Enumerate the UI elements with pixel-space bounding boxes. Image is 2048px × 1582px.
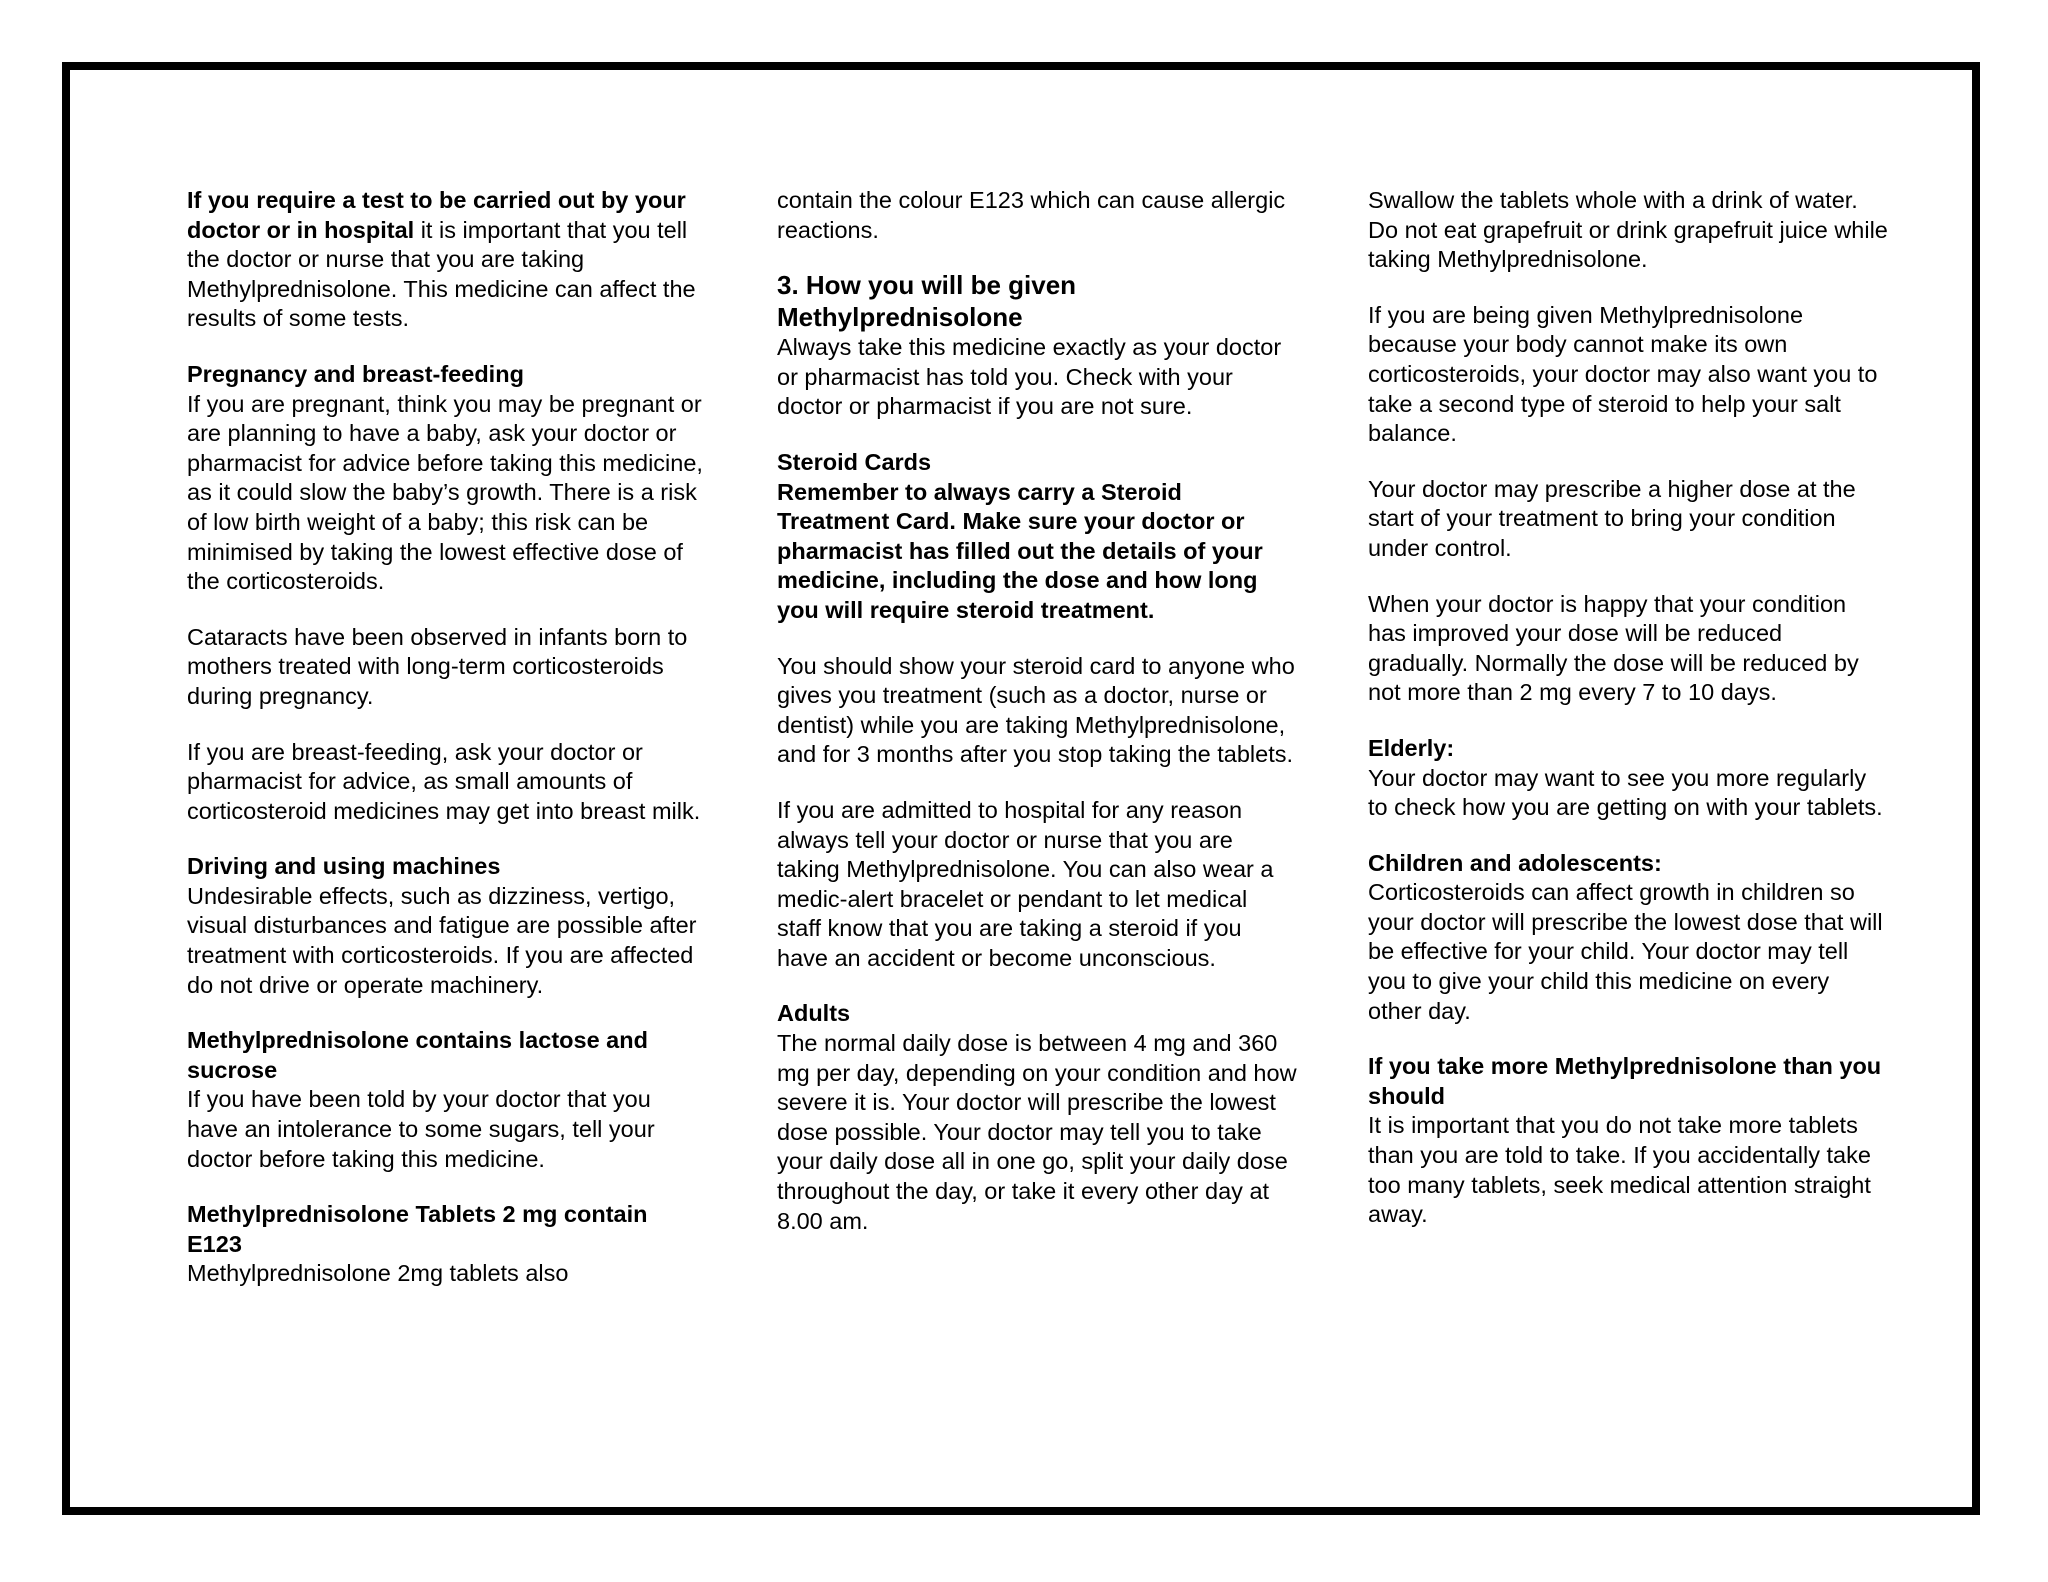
swallow-text: Swallow the tablets whole with a drink of water. bbox=[1368, 187, 1858, 213]
pregnancy-section bbox=[187, 360, 707, 597]
test-text: it is important that you tell the doctor or nurse that you are taking Methylprednisolone. This medicine can affect the results of some tests. bbox=[187, 216, 696, 332]
overdose-section bbox=[1368, 1052, 1888, 1230]
children-heading: Children and adolescents: bbox=[1368, 849, 1662, 876]
children-text: Corticosteroids can affect growth in children so your doctor will prescribe the lowest dose that will be effective for your child. Your doctor may tell you to give your child this medicine on every other day. bbox=[1368, 879, 1883, 1024]
driving-text: Undesirable effects, such as dizziness, vertigo, visual disturbances and fatigue are possible after treatment with corticosteroids. If you are affected do not drive or operate machinery. bbox=[187, 882, 697, 998]
e123-continued: contain the colour E123 which can cause allergic reactions. bbox=[777, 187, 1286, 243]
pregnancy-heading: Pregnancy and breast-feeding bbox=[187, 360, 524, 387]
e123-section bbox=[187, 1200, 707, 1289]
test-bold-intro: If you require a test to be carried out by your doctor or in hospital bbox=[187, 187, 686, 243]
steroid-bold-text: Remember to always carry a Steroid Treatment Card. Make sure your doctor or pharmacist has filled out the details of your medicine, including the dose and how long you will require steroid treatment. bbox=[777, 478, 1263, 623]
adults-section bbox=[777, 999, 1297, 1236]
column-2 bbox=[777, 186, 1297, 1262]
grapefruit-text: Do not eat grapefruit or drink grapefruit juice while taking Methylprednisolone. bbox=[1368, 216, 1888, 273]
e123-text: Methylprednisolone 2mg tablets also bbox=[187, 1260, 569, 1287]
overdose-heading: If you take more Methylprednisolone than you should bbox=[1368, 1053, 1882, 1109]
section-text: Always take this medicine exactly as your doctor or pharmacist has told you. Check with your doctor or pharmacist if you are not sure. bbox=[777, 334, 1282, 420]
column-1 bbox=[187, 186, 707, 1315]
adults-text: The normal daily dose is between 4 mg and 360 mg per day, depending on your condition and how severe it is. Your doctor will prescribe the lowest dose possible. Your doctor may tell you to take your daily dose all in one go, split your daily dose throughout the day, or take it every other day at 8.00 am. bbox=[777, 1030, 1297, 1234]
lactose-heading: Methylprednisolone contains lactose and sucrose bbox=[187, 1027, 648, 1083]
breastfeeding-paragraph: If you are breast-feeding, ask your doctor or pharmacist for advice, as small amounts of corticosteroid medicines may get into breast milk. bbox=[187, 738, 701, 824]
elderly-heading: Elderly: bbox=[1368, 734, 1455, 761]
elderly-section bbox=[1368, 734, 1888, 823]
driving-section bbox=[187, 852, 707, 1000]
steroid-heading: Steroid Cards bbox=[777, 448, 932, 475]
overdose-text: It is important that you do not take more tablets than you are told to take. If you accidentally take too many tablets, seek medical attention straight away. bbox=[1368, 1112, 1871, 1228]
cataracts-paragraph: Cataracts have been observed in infants born to mothers treated with long-term corticosteroids during pregnancy. bbox=[187, 623, 688, 709]
swallow-paragraph bbox=[1368, 186, 1888, 275]
column-3 bbox=[1368, 186, 1888, 1256]
section-heading: 3. How you will be given Methylprednisolone bbox=[777, 270, 1077, 333]
elderly-text: Your doctor may want to see you more regularly to check how you are getting on with your tablets. bbox=[1368, 764, 1883, 821]
e123-heading: Methylprednisolone Tablets 2 mg contain E123 bbox=[187, 1201, 648, 1257]
section-3 bbox=[777, 269, 1297, 422]
driving-heading: Driving and using machines bbox=[187, 853, 501, 880]
lactose-text: If you have been told by your doctor that you have an intolerance to some sugars, tell your doctor before taking this medicine. bbox=[187, 1086, 655, 1172]
adults-heading: Adults bbox=[777, 1000, 851, 1027]
test-paragraph bbox=[187, 186, 707, 334]
salt-paragraph: If you are being given Methylprednisolone because your body cannot make its own corticosteroids, your doctor may also want you to take a second type of steroid to help your salt balance. bbox=[1368, 301, 1878, 447]
hospital-paragraph: If you are admitted to hospital for any reason always tell your doctor or nurse that you are taking Methylprednisolone. You can also wear a medic-alert bracelet or pendant to let medical staff know that you are taking a steroid if you have an accident or become unconscious. bbox=[777, 796, 1274, 971]
show-card-paragraph: You should show your steroid card to anyone who gives you treatment (such as a doctor, nurse or dentist) while you are taking Methylprednisolone, and for 3 months after you stop taking the tablets. bbox=[777, 652, 1295, 768]
reduce-paragraph: When your doctor is happy that your condition has improved your dose will be reduced gradually. Normally the dose will be reduced by not more than 2 mg every 7 to 10 days. bbox=[1368, 590, 1859, 706]
pregnancy-text: If you are pregnant, think you may be pregnant or are planning to have a baby, ask your doctor or pharmacist for advice before taking this medicine, as it could slow the baby’s growth. There is a risk of low birth weight of a baby; this risk can be minimised by taking the lowest effective dose of the corticosteroids. bbox=[187, 390, 703, 595]
steroid-cards-section bbox=[777, 448, 1297, 626]
children-section bbox=[1368, 849, 1888, 1027]
lactose-section bbox=[187, 1026, 707, 1174]
higher-dose-paragraph: Your doctor may prescribe a higher dose at the start of your treatment to bring your condition under control. bbox=[1368, 475, 1856, 561]
